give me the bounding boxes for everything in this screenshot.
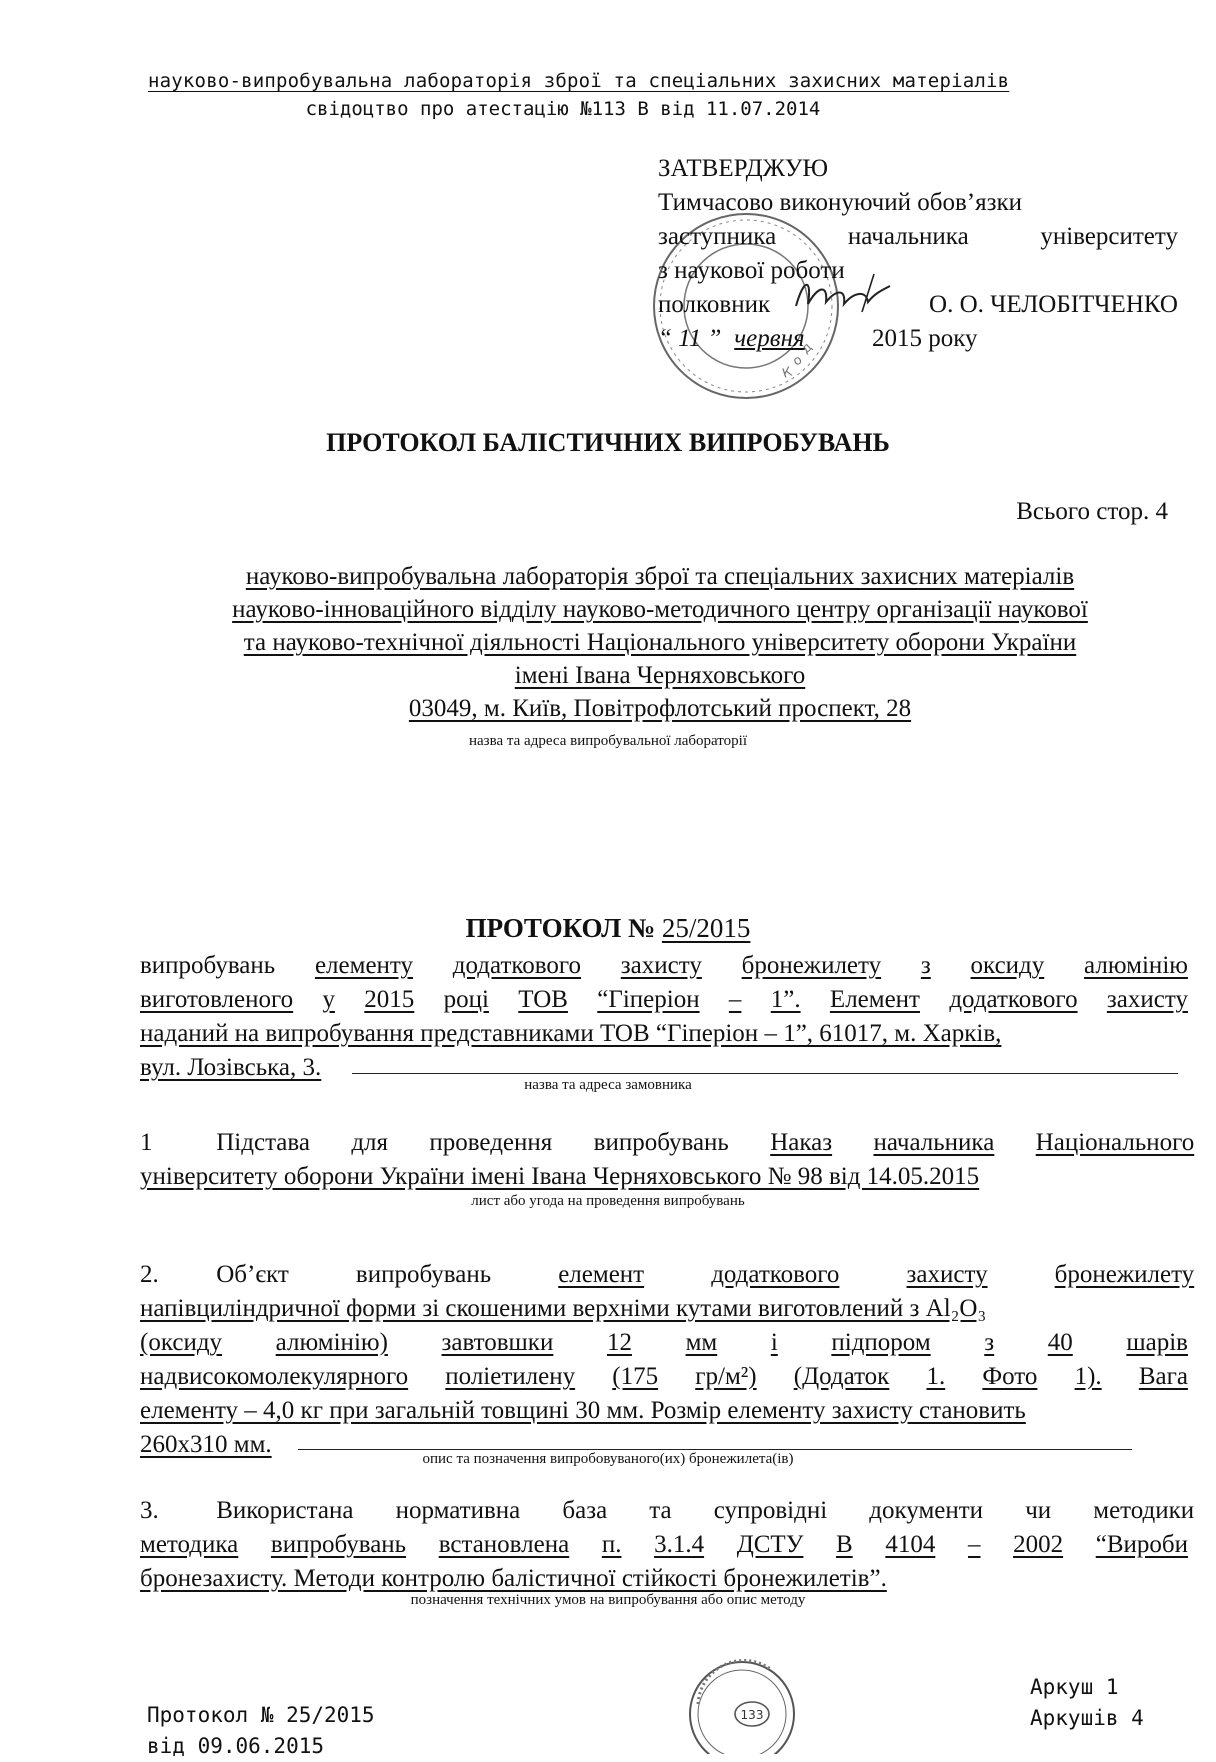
lab-address: 03049, м. Київ, Повітрофлотський проспект, 28 (408, 695, 912, 722)
total-pages: Всього стор. 4 (1016, 498, 1168, 525)
customer-line (140, 949, 1188, 983)
text-word: 2002 (1013, 1531, 1064, 1558)
text-word: начальника (873, 1129, 995, 1156)
text-word: документи (869, 1497, 984, 1524)
text-word: захисту (1106, 986, 1188, 1013)
text-word: Фото (982, 1363, 1038, 1390)
text-word: і (770, 1329, 778, 1356)
text-word: В (836, 1531, 853, 1558)
section-2-line (140, 1360, 1188, 1394)
text-word: додаткового (949, 986, 1078, 1013)
text-word: 1). (1074, 1363, 1102, 1390)
section-2-line (140, 1394, 1188, 1428)
text-word: оксиду (970, 952, 1045, 979)
footer-protocol-date: від 09.06.2015 (147, 1734, 325, 1758)
section-3 (140, 1494, 1195, 1596)
text-word: 12 (606, 1329, 632, 1356)
footer-protocol-ref: Протокол № 25/2015 (147, 1703, 375, 1727)
protocol-label: ПРОТОКОЛ № (465, 913, 656, 943)
section-2 (140, 1258, 1195, 1462)
text-word: гр/м²) (695, 1363, 757, 1390)
text-word: додаткового (711, 1261, 840, 1288)
section-2-number: 2. (140, 1261, 159, 1288)
lab-caption: назва та адреса випробувальної лабораторії (469, 733, 747, 749)
section-2-line (140, 1292, 1188, 1326)
text-word: виготовленого (140, 986, 294, 1013)
signature-mark (790, 268, 900, 328)
text-word: – (967, 1531, 981, 1558)
text-word: супровідні (713, 1497, 828, 1524)
text-word: елементу (314, 952, 414, 979)
text-word: “Гіперіон (597, 986, 700, 1013)
lab-line-3: та науково-технічної діяльності Національного університету оборони України (243, 629, 1077, 656)
protocol-number: 25/2015 (661, 913, 751, 943)
text-word: захисту (906, 1261, 988, 1288)
text-word: елемент (558, 1261, 645, 1288)
text-word: – (728, 986, 742, 1013)
text-word: чи (1025, 1497, 1052, 1524)
text-word: Елемент (829, 986, 920, 1013)
text-word: ТОВ (518, 986, 568, 1013)
text-word: завтовшки (441, 1329, 554, 1356)
text-word: шарів (1126, 1329, 1188, 1356)
section-2-line (140, 1326, 1188, 1360)
text-word: ДСТУ (736, 1531, 804, 1558)
approval-date-month: червня (734, 325, 805, 352)
approval-line-1: Тимчасово виконуючий обов’язки (658, 189, 1022, 216)
footer-sheets-total: Аркушів 4 (1030, 1706, 1144, 1730)
section-1-text (216, 1126, 1194, 1160)
text-word: наданий на випробування представниками ТОВ “Гіперіон – 1”, 61017, м. Харків, (140, 1020, 1002, 1047)
customer-caption: назва та адреса замовника (524, 1077, 692, 1093)
customer-paragraph (140, 949, 1188, 1085)
footer-right (1030, 1672, 1144, 1734)
section-3-text (216, 1494, 1194, 1528)
lab-line-4: імені Івана Черняховського (514, 662, 806, 689)
text-word: бронежилету (1054, 1261, 1195, 1288)
text-word: з (984, 1329, 995, 1356)
section-3-caption: позначення технічних умов на випробування або опис методу (410, 1592, 806, 1608)
svg-text:К: К (780, 364, 795, 382)
lab-line-1: науково-випробувальна лабораторія зброї та спеціальних захисних матеріалів (245, 563, 1075, 590)
text-word: випробувань (355, 1261, 492, 1288)
text-word: 260х310 мм. (140, 1431, 272, 1458)
approval-word-deputy: заступника (658, 223, 777, 250)
text-word: база (562, 1497, 608, 1524)
document-title: ПРОТОКОЛ БАЛІСТИЧНИХ ВИПРОБУВАНЬ (326, 428, 890, 457)
text-word: для (351, 1129, 389, 1156)
lab-header-line: науково-випробувальна лабораторія зброї та спеціальних захисних матеріалів (148, 70, 1010, 92)
accreditation-stamp (682, 1654, 802, 1754)
text-word: випробувань (270, 1531, 407, 1558)
text-word: напівциліндричної форми зі скошеними верхніми кутами виготовлений з Al₂O₃ (140, 1295, 987, 1322)
text-word: (Додаток (793, 1363, 890, 1390)
text-word: (оксиду (140, 1329, 223, 1356)
section-3-line (140, 1562, 1188, 1596)
approval-date-line (658, 322, 1178, 356)
approve-word: ЗАТВЕРДЖУЮ (658, 155, 829, 182)
approval-signature-line (658, 288, 1178, 322)
text-word: Наказ (770, 1129, 833, 1156)
section-1-caption: лист або угода на проведення випробувань (471, 1193, 745, 1209)
text-word: Вага (1138, 1363, 1188, 1390)
customer-line (140, 983, 1188, 1017)
text-word: (175 (612, 1363, 659, 1390)
svg-text:д: д (798, 339, 816, 357)
text-word: 2015 (364, 986, 415, 1013)
approval-rank: полковник (658, 291, 771, 318)
text-word: Використана (216, 1497, 354, 1524)
section-1-line (140, 1126, 1195, 1160)
approval-date-year: 2015 року (872, 325, 978, 352)
text-word: поліетилену (445, 1363, 576, 1390)
text-word: захисту (620, 952, 702, 979)
text-word: методика (140, 1531, 239, 1558)
section-2-line (140, 1258, 1195, 1292)
text-word: мм (685, 1329, 718, 1356)
section-1-line (140, 1160, 1188, 1194)
laboratory-block (150, 560, 1170, 725)
text-word: алюмінію) (275, 1329, 388, 1356)
footer-sheet: Аркуш 1 (1030, 1675, 1119, 1699)
text-word: 40 (1047, 1329, 1073, 1356)
section-3-number: 3. (140, 1497, 159, 1524)
text-word: алюмінію (1084, 952, 1188, 979)
text-word: 3.1.4 (654, 1531, 705, 1558)
text-word: Об’єкт (216, 1261, 289, 1288)
section-3-line (140, 1494, 1195, 1528)
text-word: проведення (429, 1129, 553, 1156)
text-word: бронежилету (741, 952, 882, 979)
text-word: встановлена (438, 1531, 570, 1558)
text-word: надвисокомолекулярного (140, 1363, 409, 1390)
text-word: елементу – 4,0 кг при загальній товщині 30 мм. Розмір елементу захисту становить (140, 1397, 1026, 1424)
text-word: 1. (926, 1363, 946, 1390)
approval-line-2 (658, 220, 1178, 254)
section-2-fill-line (298, 1449, 1132, 1450)
section-2-caption: опис та позначення випробовуваного(их) бронежилета(ів) (422, 1451, 794, 1467)
approval-line-3: з наукової роботи (658, 257, 845, 284)
text-word: додаткового (452, 952, 582, 979)
section-1-number: 1 (140, 1129, 153, 1156)
text-word: підпором (831, 1329, 931, 1356)
text-word: з (920, 952, 931, 979)
text-word: та (649, 1497, 672, 1524)
text-word: нормативна (395, 1497, 521, 1524)
text-word: університету оборони України імені Івана Черняховського № 98 від 14.05.2015 (140, 1163, 980, 1190)
protocol-title (0, 913, 1216, 944)
text-word: Підстава (216, 1129, 310, 1156)
approval-date-day: “ 11 ” (658, 325, 722, 352)
customer-fill-line (352, 1073, 1178, 1074)
section-1 (140, 1126, 1195, 1194)
text-word: випробувань (593, 1129, 729, 1156)
approval-word-head: начальника (847, 223, 969, 250)
text-word: п. (601, 1531, 622, 1558)
text-word: бронезахисту. Методи контролю балістичної стійкості бронежилетів”. (140, 1565, 887, 1592)
customer-line (140, 1017, 1188, 1051)
approval-word-university: університету (1040, 223, 1178, 250)
section-2-text (216, 1258, 1194, 1292)
stamp-number: 133 (740, 1708, 764, 1722)
certificate-line: свідоцтво про атестацію №113 В від 11.07.2014 (305, 98, 821, 120)
text-word: “Вироби (1095, 1531, 1188, 1558)
text-word: 4104 (885, 1531, 936, 1558)
text-word: році (443, 986, 489, 1013)
text-word: методики (1093, 1497, 1195, 1524)
text-word: Національного (1035, 1129, 1195, 1156)
text-word: 1”. (770, 986, 801, 1013)
text-word: вул. Лозівська, 3. (140, 1054, 322, 1081)
section-3-line (140, 1528, 1188, 1562)
text-word: випробувань (140, 952, 276, 979)
approval-block (658, 152, 1178, 356)
lab-line-2: науково-інноваційного відділу науково-методичного центру організації наукової (232, 596, 1088, 623)
text-word: у (322, 986, 335, 1013)
approval-name: О. О. ЧЕЛОБІТЧЕНКО (929, 291, 1178, 318)
svg-text:о: о (790, 352, 805, 370)
